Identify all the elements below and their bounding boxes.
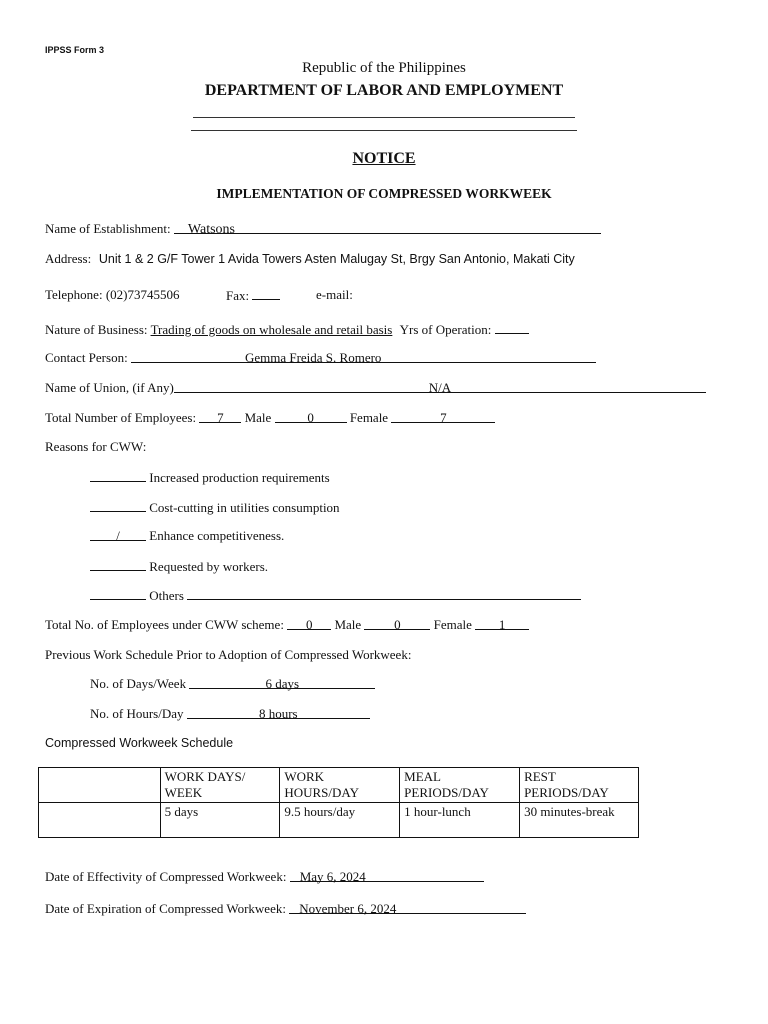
expiration-value: November 6, 2024 — [299, 901, 397, 916]
address-label: Address: — [45, 251, 92, 266]
union-field[interactable] — [174, 380, 706, 393]
form-code: IPPSS Form 3 — [45, 45, 105, 55]
establishment-label: Name of Establishment: — [45, 221, 171, 236]
employees-male-label: Male — [244, 410, 272, 425]
employees-total-field[interactable] — [199, 410, 241, 423]
schedule-cell[interactable] — [39, 803, 161, 838]
schedule-header-cell: WORK DAYS/ WEEK — [160, 768, 280, 803]
cww-employees-row — [45, 617, 529, 633]
reason-checkbox[interactable] — [90, 469, 146, 482]
cww-female: 1 — [498, 617, 506, 632]
union-value: N/A — [428, 380, 452, 395]
address-value: Unit 1 & 2 G/F Tower 1 Avida Towers Asten Malugay St, Brgy San Antonio, Makati City — [98, 252, 575, 266]
employees-male-field[interactable] — [275, 410, 347, 423]
business-value: Trading of goods on wholesale and retail basis — [150, 322, 393, 337]
schedule-cell[interactable]: 5 days — [160, 803, 280, 838]
schedule-table — [38, 767, 639, 838]
header-divider-2 — [191, 130, 577, 131]
cww-male-label: Male — [334, 617, 362, 632]
reason-checkbox[interactable] — [90, 499, 146, 512]
address-row — [45, 251, 575, 267]
establishment-field[interactable] — [174, 221, 601, 237]
reason-item-others — [90, 587, 581, 604]
schedule-header-row — [39, 768, 639, 803]
previous-days-row — [90, 676, 375, 692]
business-row — [45, 321, 529, 338]
reason-text: Cost-cutting in utilities consumption — [149, 500, 340, 515]
notice-title: NOTICE — [352, 150, 416, 167]
schedule-header-cell: WORK HOURS/DAY — [280, 768, 400, 803]
cww-employees-label: Total No. of Employees under CWW scheme: — [45, 617, 284, 632]
business-label: Nature of Business: — [45, 322, 148, 337]
contact-person-value: Gemma Freida S. Romero — [244, 350, 382, 365]
cww-male: 0 — [394, 617, 401, 632]
fax-field[interactable] — [252, 287, 280, 300]
reason-item-competitiveness — [90, 528, 284, 544]
fax-label: Fax: — [226, 288, 250, 303]
cww-female-label: Female — [433, 617, 472, 632]
cww-total-field[interactable] — [287, 617, 331, 630]
years-field[interactable] — [495, 321, 529, 334]
effectivity-field[interactable] — [290, 869, 484, 882]
effectivity-value: May 6, 2024 — [299, 869, 366, 884]
employees-female: 7 — [440, 410, 447, 425]
union-row — [45, 380, 706, 396]
contact-line — [45, 287, 180, 303]
reason-checkbox[interactable] — [90, 587, 146, 600]
reason-text: Others — [149, 588, 184, 603]
previous-schedule-label: Previous Work Schedule Prior to Adoption of Compressed Workweek: — [45, 647, 412, 662]
schedule-header-cell: MEAL PERIODS/DAY — [400, 768, 520, 803]
fax-group — [226, 287, 280, 304]
cww-total: 0 — [305, 617, 313, 632]
schedule-header-cell — [39, 768, 161, 803]
header-divider-1 — [193, 117, 575, 118]
employees-label: Total Number of Employees: — [45, 410, 197, 425]
previous-days-label: No. of Days/Week — [90, 676, 187, 691]
employees-female-field[interactable] — [391, 410, 495, 423]
effectivity-row — [45, 869, 484, 885]
reason-item-cost-cutting — [90, 499, 340, 516]
reason-item-requested — [90, 558, 268, 575]
employees-row — [45, 410, 495, 426]
employees-total: 7 — [217, 410, 224, 425]
reasons-label: Reasons for CWW: — [45, 439, 147, 454]
previous-hours-label: No. of Hours/Day — [90, 706, 184, 721]
reason-checkbox[interactable] — [90, 558, 146, 571]
schedule-caption: Compressed Workweek Schedule — [45, 736, 234, 750]
employees-female-label: Female — [349, 410, 389, 425]
schedule-data-row — [39, 803, 639, 838]
schedule-header-cell: REST PERIODS/DAY — [520, 768, 639, 803]
expiration-row — [45, 901, 526, 917]
schedule-cell[interactable]: 30 minutes-break — [520, 803, 639, 838]
expiration-label: Date of Expiration of Compressed Workweek: — [45, 901, 286, 916]
republic-heading: Republic of the Philippines — [302, 60, 466, 76]
effectivity-label: Date of Effectivity of Compressed Workweek: — [45, 869, 287, 884]
previous-hours-row — [90, 706, 370, 722]
email-label: e-mail: — [316, 287, 353, 302]
others-field[interactable] — [187, 587, 581, 600]
previous-days-field[interactable] — [189, 676, 375, 689]
cww-male-field[interactable] — [364, 617, 430, 630]
reason-item-production — [90, 469, 330, 486]
reason-text: Requested by workers. — [149, 559, 269, 574]
establishment-row — [45, 221, 601, 237]
previous-hours-field[interactable] — [187, 706, 370, 719]
notice-subtitle: IMPLEMENTATION OF COMPRESSED WORKWEEK — [216, 186, 552, 201]
employees-male: 0 — [307, 410, 314, 425]
previous-days-value: 6 days — [265, 676, 300, 691]
expiration-field[interactable] — [289, 901, 526, 914]
reason-text: Increased production requirements — [149, 470, 330, 485]
telephone-label: Telephone: — [45, 287, 103, 302]
cww-female-field[interactable] — [475, 617, 529, 630]
contact-person-field[interactable] — [131, 350, 596, 363]
union-label: Name of Union, (if Any) — [45, 380, 174, 395]
contact-person-row — [45, 350, 596, 366]
reason-checkbox[interactable]: / — [90, 528, 146, 541]
years-label: Yrs of Operation: — [399, 322, 492, 337]
telephone-value: (02)73745506 — [105, 287, 180, 302]
schedule-cell[interactable]: 1 hour-lunch — [400, 803, 520, 838]
schedule-cell[interactable]: 9.5 hours/day — [280, 803, 400, 838]
previous-hours-value: 8 hours — [258, 706, 298, 721]
contact-person-label: Contact Person: — [45, 350, 128, 365]
reason-text: Enhance competitiveness. — [149, 528, 285, 543]
establishment-value: Watsons — [187, 222, 235, 237]
department-heading: DEPARTMENT OF LABOR AND EMPLOYMENT — [204, 82, 564, 99]
